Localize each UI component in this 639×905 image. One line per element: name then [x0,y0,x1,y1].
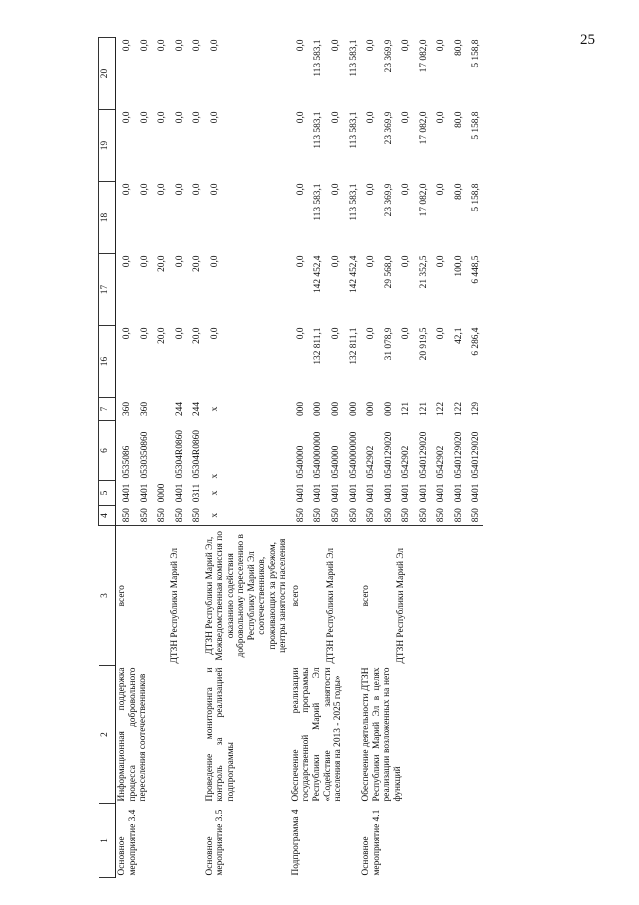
code-grbs-cell: 850 [116,506,134,526]
header-cell: 16 [99,326,116,398]
amount-cell-20: 0,0 [157,39,168,52]
amount-cell-20: 23 369,9 [383,39,394,73]
amount-cell-20: 0,0 [330,39,341,52]
amount-cell-20: 5 158,8 [471,39,482,68]
amount-cell-18: 23 369,9 [383,183,394,217]
amount-cell-19: 0,0 [295,111,306,124]
executor-cell: ДТЗН Республики Марий Эл, Межведомственная комиссия по оказанию содействия добровольному переселению в Республику Марий Эл соотечественников, проживающих за рубежом, центры занятости населения [204,531,289,661]
amount-cell-20: 0,0 [366,39,377,52]
code-grbs-cell: 850 [395,506,413,526]
amount-cell-16: 0,0 [174,327,185,340]
amount-cell-19: 0,0 [401,111,412,124]
header-cell: 5 [99,481,116,506]
amount-cell-17: 142 452,4 [348,255,359,293]
code-csr-cell: 0540000 [295,445,306,479]
amount-cell-17: 6 448,5 [471,255,482,284]
amount-cell-19: 113 583,1 [348,111,359,149]
amount-cell-16: 132 811,1 [348,327,359,365]
amount-cell-16: 42,1 [453,327,464,344]
amount-cell-19: 23 369,9 [383,111,394,145]
executor-cell [378,526,396,666]
amount-cell-16: 132 811,1 [313,327,324,365]
executor-cell [307,526,325,666]
amount-cell-19: 0,0 [330,111,341,124]
executor-cell [343,526,361,666]
amount-cell-20: 0,0 [209,39,220,52]
code-rzpr-cell: 0401 [139,483,150,503]
header-row [99,38,116,878]
code-csr-cell [151,421,169,481]
code-vr-cell: 000 [383,401,394,417]
code-csr-cell: 0540000000 [313,431,324,479]
executor-cell [186,526,204,666]
amount-cell-17: 0,0 [174,255,185,268]
amount-cell-16: 0,0 [401,327,412,340]
code-vr-cell: 129 [471,401,482,417]
executor-cell: ДТЗН Республики Марий Эл [325,547,336,664]
activity-description-cell: Проведение мониторинга и контроль за реализацией подпрограммы [204,667,236,802]
code-grbs-cell: 850 [378,506,396,526]
amount-cell-17: 29 568,0 [383,255,394,289]
code-vr-cell: 360 [122,401,132,417]
code-rzpr-cell: 0401 [174,483,185,503]
header-cell: 18 [99,182,116,254]
code-vr-cell: 244 [192,401,203,417]
amount-cell-17: 0,0 [330,255,341,268]
amount-cell-19: 0,0 [366,111,377,124]
activity-name-cell: Основное мероприятие 3.4 [117,809,138,876]
amount-cell-20: 0,0 [192,39,203,52]
executor-cell: всего [290,585,301,607]
amount-cell-20: 0,0 [295,39,306,52]
amount-cell-18: 113 583,1 [348,183,359,221]
amount-cell-16: 0,0 [330,327,341,340]
executor-cell [151,526,169,666]
amount-cell-17: 0,0 [366,255,377,268]
code-csr-cell: 0540129020 [383,431,394,479]
amount-cell-19: 0,0 [157,111,168,124]
amount-cell-18: 0,0 [209,183,220,196]
code-rzpr-cell: 0401 [366,483,377,503]
rotated-table [98,38,614,878]
header-cell: 17 [99,254,116,326]
page-number: 25 [580,32,595,48]
code-vr-cell: 000 [366,401,377,417]
table-row [290,38,308,878]
executor-cell [465,526,483,666]
code-rzpr-cell: 0401 [348,483,359,503]
code-grbs-cell: 850 [360,506,378,526]
amount-cell-16: 0,0 [122,327,132,340]
code-rzpr-cell: 0401 [122,483,132,503]
code-grbs-cell: 850 [134,506,152,526]
code-csr-cell: 0530350860 [139,431,150,479]
amount-cell-16: 6 286,4 [471,327,482,356]
code-vr-cell [151,398,169,421]
code-csr-cell: 0542902 [366,445,377,479]
header-cell: 1 [99,804,116,878]
code-grbs-cell: 850 [169,506,187,526]
amount-cell-17: 20,0 [192,255,203,272]
amount-cell-20: 0,0 [401,39,412,52]
code-csr-cell: 0540129020 [453,431,464,479]
code-rzpr-cell: x [209,490,220,496]
code-rzpr-cell: 0401 [471,483,482,503]
executor-cell [430,526,448,666]
amount-cell-18: 0,0 [157,183,168,196]
amount-cell-19: 0,0 [209,111,220,124]
amount-cell-16: 20,0 [157,327,168,344]
code-vr-cell: 000 [313,401,324,417]
header-cell: 4 [99,506,116,526]
code-csr-cell: 0540129020 [418,431,429,479]
amount-cell-17: 142 452,4 [313,255,324,293]
amount-cell-18: 0,0 [122,183,132,196]
code-csr-cell: 0542902 [401,445,412,479]
amount-cell-16: 20 919,5 [418,327,429,361]
code-grbs-cell: 850 [186,506,204,526]
amount-cell-16: 20,0 [192,327,203,344]
executor-cell [413,526,431,666]
amount-cell-16: 31 078,9 [383,327,394,361]
rotated-table-wrapper [98,38,614,878]
header-cell: 20 [99,38,116,110]
amount-cell-18: 0,0 [174,183,185,196]
amount-cell-19: 0,0 [122,111,132,124]
code-vr-cell: x [209,406,220,412]
header-cell: 6 [99,421,116,481]
activity-name-cell: Основное мероприятие 4.1 [361,809,382,876]
amount-cell-20: 0,0 [139,39,150,52]
code-vr-cell: 000 [295,401,306,417]
amount-cell-17: 0,0 [436,255,447,268]
code-csr-cell: 05304R0860 [192,430,203,479]
amount-cell-19: 80,0 [453,111,464,128]
amount-cell-17: 0,0 [295,255,306,268]
code-grbs-cell: 850 [430,506,448,526]
activity-description-cell: Информационная поддержка процесса добровольного переселения соотечественников [117,667,149,802]
header-cell: 7 [99,398,116,421]
code-vr-cell: 121 [401,401,412,417]
code-csr-cell: 05304R0860 [174,430,185,479]
amount-cell-18: 0,0 [139,183,150,196]
executor-cell [134,526,152,666]
amount-cell-19: 5 158,8 [471,111,482,140]
activity-description-cell: Обеспечение реализации государственной программы Республики Марий Эл «Содействие занятости населения на 2013 - 2025 годы» [290,667,344,802]
amount-cell-20: 113 583,1 [313,39,324,77]
amount-cell-19: 0,0 [436,111,447,124]
code-grbs-cell: 850 [307,506,325,526]
amount-cell-17: 21 352,5 [418,255,429,289]
amount-cell-20: 80,0 [453,39,464,56]
code-rzpr-cell: 0401 [436,483,447,503]
code-vr-cell: 244 [174,401,185,417]
amount-cell-17: 0,0 [401,255,412,268]
table-body [116,38,483,878]
amount-cell-18: 0,0 [330,183,341,196]
header-cell: 3 [99,526,116,666]
activity-name-cell: Подпрограмма 4 [290,809,301,876]
amount-cell-20: 17 082,0 [418,39,429,73]
amount-cell-16: 0,0 [139,327,150,340]
code-grbs-cell: 850 [465,506,483,526]
table-row [116,38,134,878]
amount-cell-16: 0,0 [295,327,306,340]
amount-cell-17: 0,0 [139,255,150,268]
amount-cell-18: 0,0 [366,183,377,196]
code-vr-cell: 121 [418,401,429,417]
amount-cell-18: 0,0 [295,183,306,196]
code-csr-cell: 0540000000 [348,431,359,479]
code-csr-cell: 0535086 [122,445,132,479]
amount-cell-18: 80,0 [453,183,464,200]
amount-cell-17: 100,0 [453,255,464,277]
code-rzpr-cell: 0401 [313,483,324,503]
amount-cell-19: 0,0 [174,111,185,124]
code-vr-cell: 000 [330,401,341,417]
amount-cell-20: 113 583,1 [348,39,359,77]
code-grbs-cell: 850 [151,506,169,526]
amount-cell-18: 113 583,1 [313,183,324,221]
executor-cell: всего [117,585,127,607]
code-rzpr-cell: 0401 [453,483,464,503]
code-grbs-cell: 850 [290,506,308,526]
amount-cell-17: 0,0 [209,255,220,268]
code-rzpr-cell: 0311 [192,483,203,503]
activity-name-cell: Основное мероприятие 3.5 [204,809,226,876]
amount-cell-18: 0,0 [192,183,203,196]
code-rzpr-cell: 0000 [157,483,168,503]
code-rzpr-cell: 0401 [418,483,429,503]
code-csr-cell: x [209,473,220,479]
code-vr-cell: 360 [139,401,150,417]
table-row [360,38,378,878]
executor-cell [448,526,466,666]
code-csr-cell: 0540000 [330,445,341,479]
amount-cell-20: 0,0 [436,39,447,52]
amount-cell-18: 0,0 [401,183,412,196]
code-grbs-cell: 850 [413,506,431,526]
amount-cell-19: 113 583,1 [313,111,324,149]
amount-cell-16: 0,0 [366,327,377,340]
header-cell: 19 [99,110,116,182]
amount-cell-16: 0,0 [209,327,220,340]
code-rzpr-cell: 0401 [295,483,306,503]
executor-cell: всего [361,585,372,607]
code-grbs-cell: 850 [343,506,361,526]
amount-cell-17: 0,0 [122,255,132,268]
amount-cell-19: 0,0 [139,111,150,124]
code-grbs-cell: x [204,506,290,526]
code-vr-cell: 122 [453,401,464,417]
code-rzpr-cell: 0401 [330,483,341,503]
amount-cell-17: 20,0 [157,255,168,272]
code-grbs-cell: 850 [448,506,466,526]
amount-cell-18: 5 158,8 [471,183,482,212]
executor-cell: ДТЗН Республики Марий Эл [169,547,180,664]
code-vr-cell: 000 [348,401,359,417]
amount-cell-20: 0,0 [174,39,185,52]
code-rzpr-cell: 0401 [383,483,394,503]
code-csr-cell: 0542902 [436,445,447,479]
budget-table [98,37,483,878]
executor-cell: ДТЗН Республики Марий Эл [396,547,407,664]
amount-cell-19: 17 082,0 [418,111,429,145]
code-vr-cell: 122 [436,401,447,417]
amount-cell-18: 0,0 [436,183,447,196]
amount-cell-18: 17 082,0 [418,183,429,217]
table-row [204,38,290,878]
code-csr-cell: 0540129020 [471,431,482,479]
amount-cell-19: 0,0 [192,111,203,124]
amount-cell-16: 0,0 [436,327,447,340]
amount-cell-20: 0,0 [122,39,132,52]
code-rzpr-cell: 0401 [401,483,412,503]
code-grbs-cell: 850 [325,506,343,526]
activity-description-cell: Обеспечение деятельности ДТЗН Республики Марий Эл в целях реализации возложенных на него функций [361,667,403,802]
header-cell: 2 [99,666,116,804]
